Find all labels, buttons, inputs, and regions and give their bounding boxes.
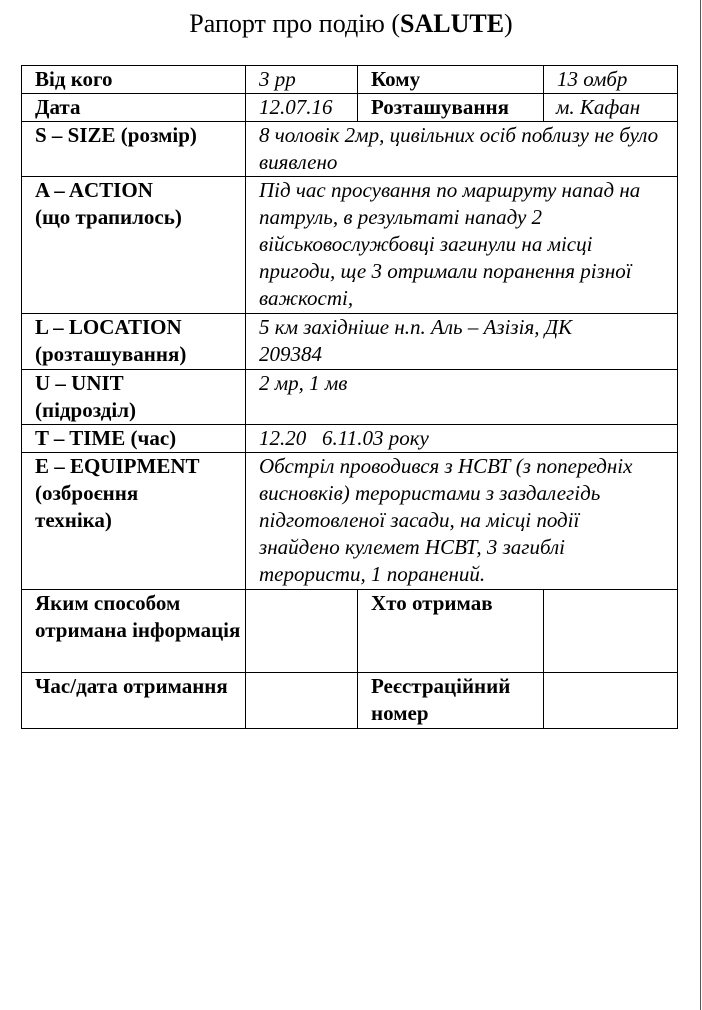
received-by-value bbox=[544, 590, 678, 673]
equipment-value: Обстріл проводився з НСВТ (з попередніх висновків) терористами з заздалегідь підготовленої засади, на місці події знайдено кулемет НСВТ, 3 загиблі терористи, 1 поранений. bbox=[246, 453, 678, 590]
method-value bbox=[246, 590, 358, 673]
location-row-label bbox=[22, 314, 246, 370]
equipment-label-line2: (озброєння bbox=[35, 481, 139, 505]
row-unit bbox=[22, 370, 678, 425]
title-prefix: Рапорт про подію ( bbox=[189, 9, 400, 38]
size-label: S – SIZE (розмір) bbox=[22, 122, 246, 177]
title-suffix: ) bbox=[504, 9, 513, 38]
received-by-label: Хто отримав bbox=[358, 590, 544, 673]
row-equipment bbox=[22, 453, 678, 590]
row-action bbox=[22, 177, 678, 314]
equipment-label-line3: техніка) bbox=[35, 508, 112, 532]
time-label: T – TIME (час) bbox=[22, 425, 246, 453]
location-label-line2: (розташування) bbox=[35, 342, 187, 366]
action-label-line2: (що трапилось) bbox=[35, 205, 182, 229]
equipment-label bbox=[22, 453, 246, 590]
row-time bbox=[22, 425, 678, 453]
received-time-value bbox=[246, 673, 358, 729]
salute-report-table bbox=[21, 65, 678, 729]
row-location bbox=[22, 314, 678, 370]
time-value: 12.20 6.11.03 року bbox=[246, 425, 678, 453]
action-label-line1: A – ACTION bbox=[35, 178, 153, 202]
to-value: 13 омбр bbox=[544, 66, 678, 94]
reg-number-label: Реєстраційний номер bbox=[358, 673, 544, 729]
unit-label-line2: (підрозділ) bbox=[35, 398, 137, 422]
to-label: Кому bbox=[358, 66, 544, 94]
row-method-received-by bbox=[22, 590, 678, 673]
from-value: 3 рр bbox=[246, 66, 358, 94]
row-size bbox=[22, 122, 678, 177]
date-label: Дата bbox=[22, 94, 246, 122]
unit-value: 2 мр, 1 мв bbox=[246, 370, 678, 425]
size-value: 8 чоловік 2мр, цивільних осіб поблизу не було виявлено bbox=[246, 122, 678, 177]
page-edge bbox=[700, 0, 701, 1010]
location-value: м. Кафан bbox=[544, 94, 678, 122]
reg-number-value bbox=[544, 673, 678, 729]
received-time-label: Час/дата отримання bbox=[22, 673, 246, 729]
title-emphasis: SALUTE bbox=[400, 9, 505, 38]
location-row-value: 5 км західніше н.п. Аль – Азізія, ДК 209384 bbox=[246, 314, 678, 370]
action-value: Під час просування по маршруту напад на патруль, в результаті нападу 2 військовослужбовці загинули на місці пригоди, ще 3 отримали поранення різної важкості, bbox=[246, 177, 678, 314]
row-date-location bbox=[22, 94, 678, 122]
page-title bbox=[0, 7, 702, 41]
unit-label bbox=[22, 370, 246, 425]
date-value: 12.07.16 bbox=[246, 94, 358, 122]
equipment-label-line1: E – EQUIPMENT bbox=[35, 454, 200, 478]
unit-label-line1: U – UNIT bbox=[35, 371, 124, 395]
row-time-reg-number bbox=[22, 673, 678, 729]
action-label bbox=[22, 177, 246, 314]
location-label-line1: L – LOCATION bbox=[35, 315, 182, 339]
from-label: Від кого bbox=[22, 66, 246, 94]
row-from-to bbox=[22, 66, 678, 94]
location-label: Розташування bbox=[358, 94, 544, 122]
method-label: Яким способом отримана інформація bbox=[22, 590, 246, 673]
